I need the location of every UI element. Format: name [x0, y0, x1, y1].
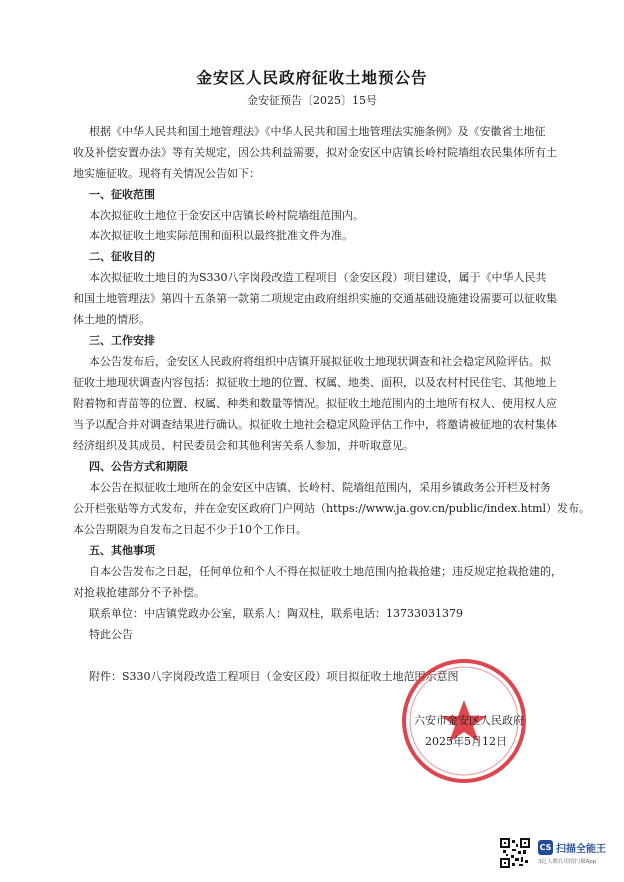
closing-line: 特此公告 — [89, 628, 133, 641]
body-line: 征收土地现状调查内容包括：拟征收土地的位置、权属、地类、面积，以及农村村民住宅、其他地上 — [73, 376, 557, 389]
body-line: 自本公告发布之日起，任何单位和个人不得在拟征收土地范围内抢栽抢建；违反规定抢栽抢建的， — [89, 565, 562, 578]
attachment-line: 附件：S330八字岗段改造工程项目（金安区段）项目拟征收土地范围示意图 — [89, 670, 459, 683]
section-heading-purpose: 二、征收目的 — [89, 250, 155, 263]
body-line: 当予以配合并对调查结果进行确认。拟征收土地社会稳定风险评估工作中，将邀请被征地的农村集体 — [73, 418, 557, 431]
section-heading-other: 五、其他事项 — [89, 544, 155, 557]
body-line: 本次拟征收土地目的为S330八字岗段改造工程项目（金安区段）项目建设，属于《中华人民共 — [89, 271, 547, 284]
section-heading-arrangement: 三、工作安排 — [89, 334, 155, 347]
body-line: 根据《中华人民共和国土地管理法》《中华人民共和国土地管理法实施条例》及《安徽省土地征 — [89, 125, 546, 138]
section-heading-scope: 一、征收范围 — [89, 188, 155, 201]
document-title: 金安区人民政府征收土地预公告 — [196, 69, 428, 87]
section-heading-method: 四、公告方式和期限 — [89, 460, 188, 473]
camscanner-logo-icon: CS — [538, 840, 553, 855]
camscanner-tagline: 3亿人都在用的扫描App — [538, 859, 597, 865]
body-line: 和国土地管理法》第四十五条第一款第二项规定由政府组织实施的交通基础设施建设需要可以征收集 — [73, 292, 557, 305]
body-line: 本次拟征收土地位于金安区中店镇长岭村院墙组范围内。 — [89, 209, 364, 222]
issuer-name: 六安市金安区人民政府 — [414, 714, 524, 727]
document-number: 金安征预告〔2025〕15号 — [247, 94, 377, 107]
body-line: 本公告期限为自发布之日起不少于10个工作日。 — [73, 523, 307, 536]
body-line: 附着物和青苗等的位置、权属、种类和数量等情况。拟征收土地范围内的土地所有权人、使用权人应 — [73, 397, 557, 410]
body-line: 经济组织及其成员、村民委员会和其他利害关系人参加，并听取意见。 — [73, 439, 414, 452]
body-line: 对抢栽抢建部分不予补偿。 — [73, 586, 205, 599]
qr-code-icon — [500, 838, 530, 868]
body-line: 本次拟征收土地实际范围和面积以最终批准文件为准。 — [89, 229, 353, 242]
body-line: 地实施征收。现将有关情况公告如下： — [73, 167, 260, 180]
body-line: 体土地的情形。 — [73, 313, 150, 326]
body-line: 收及补偿安置办法》等有关规定，因公共利益需要，拟对金安区中店镇长岭村院墙组农民集体所有土 — [73, 146, 557, 159]
body-line: 本公告发布后，金安区人民政府将组织中店镇开展拟征收土地现状调查和社会稳定风险评估。拟 — [89, 355, 551, 368]
contact-line: 联系单位：中店镇党政办公室，联系人：陶双柱，联系电话：13733031379 — [89, 607, 463, 620]
body-line: 公开栏张贴等方式发布，并在金安区政府门户网站（https://www.ja.gov.cn/public/index.html）发布。 — [73, 502, 591, 515]
issue-date: 2025年5月12日 — [425, 735, 507, 748]
body-line: 本公告在拟征收土地所在的金安区中店镇、长岭村、院墙组范围内，采用乡镇政务公开栏及村务 — [89, 481, 551, 494]
camscanner-brand-name: 扫描全能王 — [556, 844, 606, 855]
